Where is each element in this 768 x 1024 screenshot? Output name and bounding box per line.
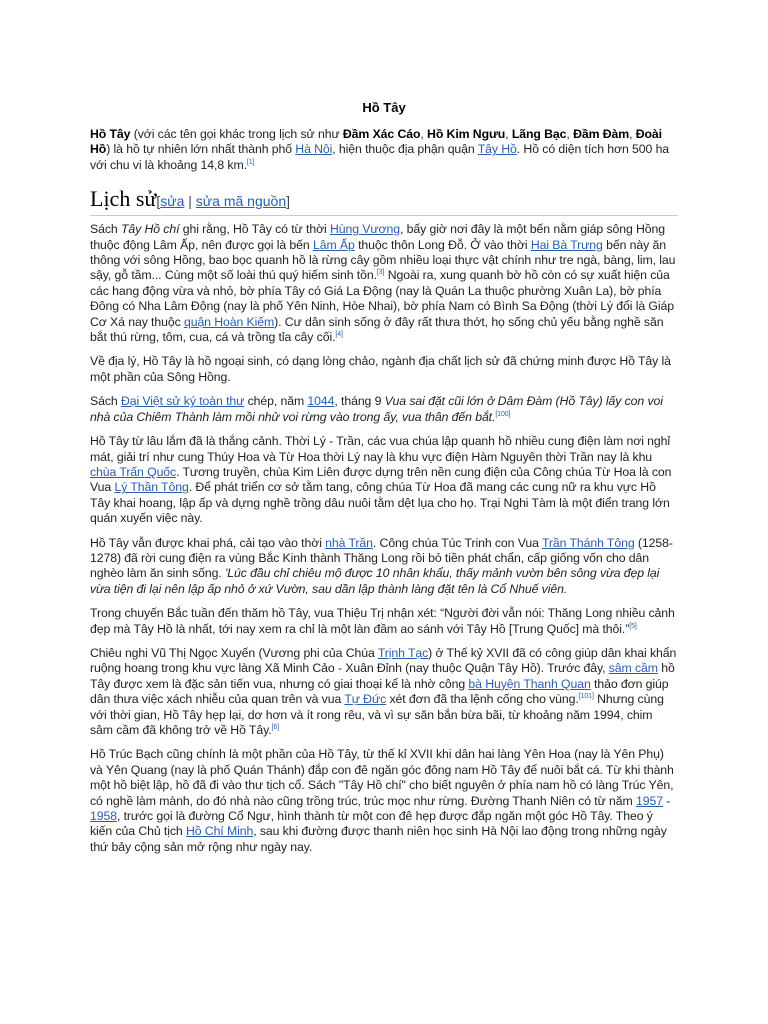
bold-term: Hồ Tây [90,127,131,141]
wiki-link[interactable]: 1958 [90,809,117,824]
reference-link[interactable]: [100] [495,410,511,418]
wiki-link[interactable]: Đại Việt sử ký toàn thư [120,394,245,409]
section-heading-history [90,186,678,216]
edit-separator: | [184,193,196,210]
history-paragraph-2 [90,354,678,385]
text-run: (1258-1278) đã rời cung điện ra vùng Bắc Kinh thành Thăng Long rồi bỏ tiền phát chẩn, cấp giống vốn cho dân nghèo làm ăn sinh sống. [90,535,673,581]
text-run: ). Cư dân sinh sống ở đây rất thưa thớt, họ sống chủ yếu bằng nghề săn bắt thú rừng, tôm, cua, cá và trồng tỉa cây cối. [90,314,664,345]
bold-term: Đầm Xác Cáo [342,127,421,141]
reference-link[interactable]: [6] [271,723,280,731]
wiki-link[interactable]: Lâm Ấp [312,237,355,252]
text-run: Hồ Tây vẫn được khai phá, cải tạo vào thời [90,535,326,550]
text-run: Ngoài ra, xung quanh bờ hồ còn có sự xuất hiện của các hang động vừa và nhỏ, bờ phía Tây có Giá La Động (nay là Quán La thuộc phường Xuân La), bờ phía Đông có Nha Lâm Động (nay là phố Yên Ninh, Hòe Nhai), bờ phía Nam có Bình Sa Động (thời Lý đổi là Giáp Cơ Xá nay thuộc [90,268,674,329]
italic-text: Vua sai đặt cũi lớn ở Dâm Đàm (Hồ Tây) lấy con voi nhà của Chiêm Thành làm mồi nhử voi rừng vào trong ấy, vua thân đến bắt. [90,394,663,424]
text-run: Sách [90,222,121,237]
section-heading-text: Lịch sử [90,186,157,212]
reference-link[interactable]: [101] [578,693,594,701]
text-run: ) là hồ tự nhiên lớn nhất thành phố [106,142,296,157]
history-paragraph-3 [90,394,678,425]
reference-link[interactable]: [3] [376,269,385,277]
wiki-link[interactable]: 1957 [636,793,663,808]
page-title: Hồ Tây [362,100,406,115]
wiki-link[interactable]: Hùng Vương [329,222,400,237]
bold-term: Lãng Bạc [511,127,567,141]
text-run: Sách [90,394,121,409]
text-run: , [420,127,428,141]
italic-text: Tây Hồ chí [120,222,180,237]
text-run: , [629,127,636,141]
reference-link[interactable]: [4] [335,330,343,338]
italic-text: 'Lúc đầu chỉ chiêu mộ được 10 nhân khẩu, thấy mảnh vườn bên sông vừa đẹp lại vừa tiện đi lại nên lập ấp nhỏ ở xứ Vườn, sau dần lập thành làng đặt tên là Cổ Nhuế viên. [90,566,660,596]
text-run: thảo đơn giúp dân thưa việc xách nhiễu của quan trên và vua [90,676,669,707]
text-run: Về địa lý, Hồ Tây là hồ ngoại sinh, có dạng lòng chảo, ngành địa chất lịch sử đã chứng minh được Hồ Tây là một phần của Sông Hồng. [90,354,671,384]
text-run: , trước gọi là đường Cổ Ngư, hình thành từ một con đê hẹp được đắp ngăn một góc Hồ Tây. Theo ý kiến của Chủ tịch [90,809,653,839]
history-paragraph-5 [90,536,678,598]
wiki-link[interactable]: Lý Thần Tông [114,480,189,495]
text-run: Hồ Tây từ lâu lắm đã là thắng cảnh. Thời Lý - Trần, các vua chúa lập quanh hồ nhiều cung điện làm nơi nghỉ mát, giải trí như cung Thúy Hoa và Từ Hoa thời Lý nay là khu vực điện Hàm Nguyên thời Trần nay là khu [90,434,671,464]
text-run: Trong chuyến Bắc tuần đến thăm hồ Tây, vua Thiệu Trị nhận xét: “Người đời vẫn nói: Thăng Long nhiều cảnh đẹp mà Tây Hồ là nhất, tới nay xem ra chỉ là một làn đầm ao sánh với Tây Hồ [Trung Quốc] mà thôi.” [90,606,675,636]
history-paragraph-7 [90,646,678,738]
text-run: . Công chúa Túc Trinh con Vua [372,535,542,550]
text-run: . Để phát triển cơ sở tằm tang, công chúa Từ Hoa đã mang các cung nữ ra khu vực Hồ Tây khai hoang, lập ấp và dựng nghề trồng dâu nuôi tằm dệt lụa cho họ. Trại Nghi Tàm là một điển trang lớn quán xuyến việc này. [90,480,670,526]
wiki-link[interactable]: Trần Thánh Tông [541,535,635,550]
text-run: . Hồ có diện tích hơn 500 ha với chu vi là khoảng 14,8 km. [90,142,670,172]
text-run: , [505,127,512,141]
text-run: thuộc thôn Long Đỗ. Ở vào thời [354,237,531,252]
text-run: chép, năm [244,394,308,409]
wiki-link[interactable]: sâm cầm [608,661,658,676]
text-run: bến này ăn thông với sông Hồng, bao bọc quanh hồ là rừng cây gồm nhiều loại thực vật chính như tre ngà, bàng, lim, lau sậy, gỗ tầm... Cùng một số loài thú quý hiếm sinh tồn. [90,237,676,283]
text-run: , bấy giờ nơi đây là một bến nằm giáp sông Hồng thuộc động Lâm Ấp, nên được gọi là bến [90,222,666,252]
text-run: . Tương truyền, chùa Kim Liên được dựng trên nền cung điện của Công chúa Từ Hoa là con Vua [90,464,672,495]
bold-term: Đầm Đàm [573,127,630,141]
text-run: (với các tên gọi khác trong lịch sử như [130,127,343,141]
bold-term: Hồ Kim Ngưu [427,127,506,141]
edit-section-links [156,193,290,209]
wiki-link[interactable]: Hà Nội [295,142,333,157]
edit-section-link[interactable]: sửa [160,193,185,210]
text-run: , sau khi đường được thanh niên học sinh Hà Nội lao động trong những ngày thứ bảy cộng sản mở rộng như ngày nay. [90,824,667,854]
reference-link[interactable]: [1] [246,158,255,166]
text-run: Hồ Trúc Bạch cũng chính là một phần của Hồ Tây, từ thế kỉ XVII khi dân hai làng Yên Hoa (nay là Yên Phụ) và Yên Quang (nay là phố Quán Thánh) đắp con đê ngăn góc đông nam Hồ Tây để nuôi bắt cá. Từ khi thành một hồ biệt lập, hồ đã đi vào thư tịch cổ. Sách "Tây Hồ chí" cho biết nguyên ở phía nam hồ có làng Trúc Yên, có nghề làm mành, do đó nhà nào cũng trồng trúc, trúc mọc như rừng. Đường Thanh Niên có từ năm [90,747,674,808]
history-paragraph-8 [90,747,678,855]
intro-paragraph [90,127,678,173]
edit-bracket-open: [ [156,193,161,210]
wiki-link[interactable]: chùa Trấn Quốc [90,464,177,479]
wiki-link[interactable]: Hai Bà Trưng [530,237,603,252]
text-run: ghi rằng, Hồ Tây có từ thời [179,222,330,237]
text-run: ) ở Thế kỷ XVII đã có công giúp dân khai khẩn ruộng hoang trong khu vực làng Xã Minh Cảo - Xuân Đỉnh (nay thuộc Quận Tây Hồ). Trước đây, [90,645,677,676]
wiki-link[interactable]: 1044 [307,394,335,409]
text-run: , tháng 9 [334,394,385,409]
text-run: - [662,793,671,808]
text-run: xét đơn đã tha lệnh cống cho vùng. [386,692,579,707]
wiki-link[interactable]: Tự Đức [344,692,387,707]
edit-bracket-close: ] [286,193,291,210]
text-run: Chiêu nghi Vũ Thị Ngọc Xuyến (Vương phi của Chúa [90,645,378,660]
history-paragraph-4 [90,434,678,526]
text-run: hồ Tây được xem là đặc sản tiến vua, nhưng có giai thoại kể là nhờ công [90,661,675,691]
text-run: , [566,127,574,141]
text-run: Nhưng cùng với thời gian, Hồ Tây hẹp lại, dơ hơn và ít rong rêu, và vì sự săn bắn bừa bãi, từ khoảng năm 1994, chim sâm cầm đã không trở về Hồ Tây. [90,692,664,737]
history-paragraph-6 [90,606,678,637]
wiki-link[interactable]: bà Huyện Thanh Quan [468,676,591,691]
history-paragraph-1 [90,222,678,345]
wiki-link[interactable]: nhà Trần [325,535,373,550]
wiki-link[interactable]: Trịnh Tạc [377,645,429,660]
wiki-link[interactable]: Tây Hồ [477,142,517,157]
wiki-link[interactable]: quận Hoàn Kiếm [183,314,275,329]
article-content [90,100,678,864]
wiki-link[interactable]: Hồ Chí Minh [185,824,254,839]
bold-term: Đoài Hồ [90,127,662,157]
edit-source-link[interactable]: sửa mã nguồn [195,193,287,210]
text-run: , hiện thuộc địa phận quận [332,142,478,157]
reference-link[interactable]: [5] [629,622,637,630]
